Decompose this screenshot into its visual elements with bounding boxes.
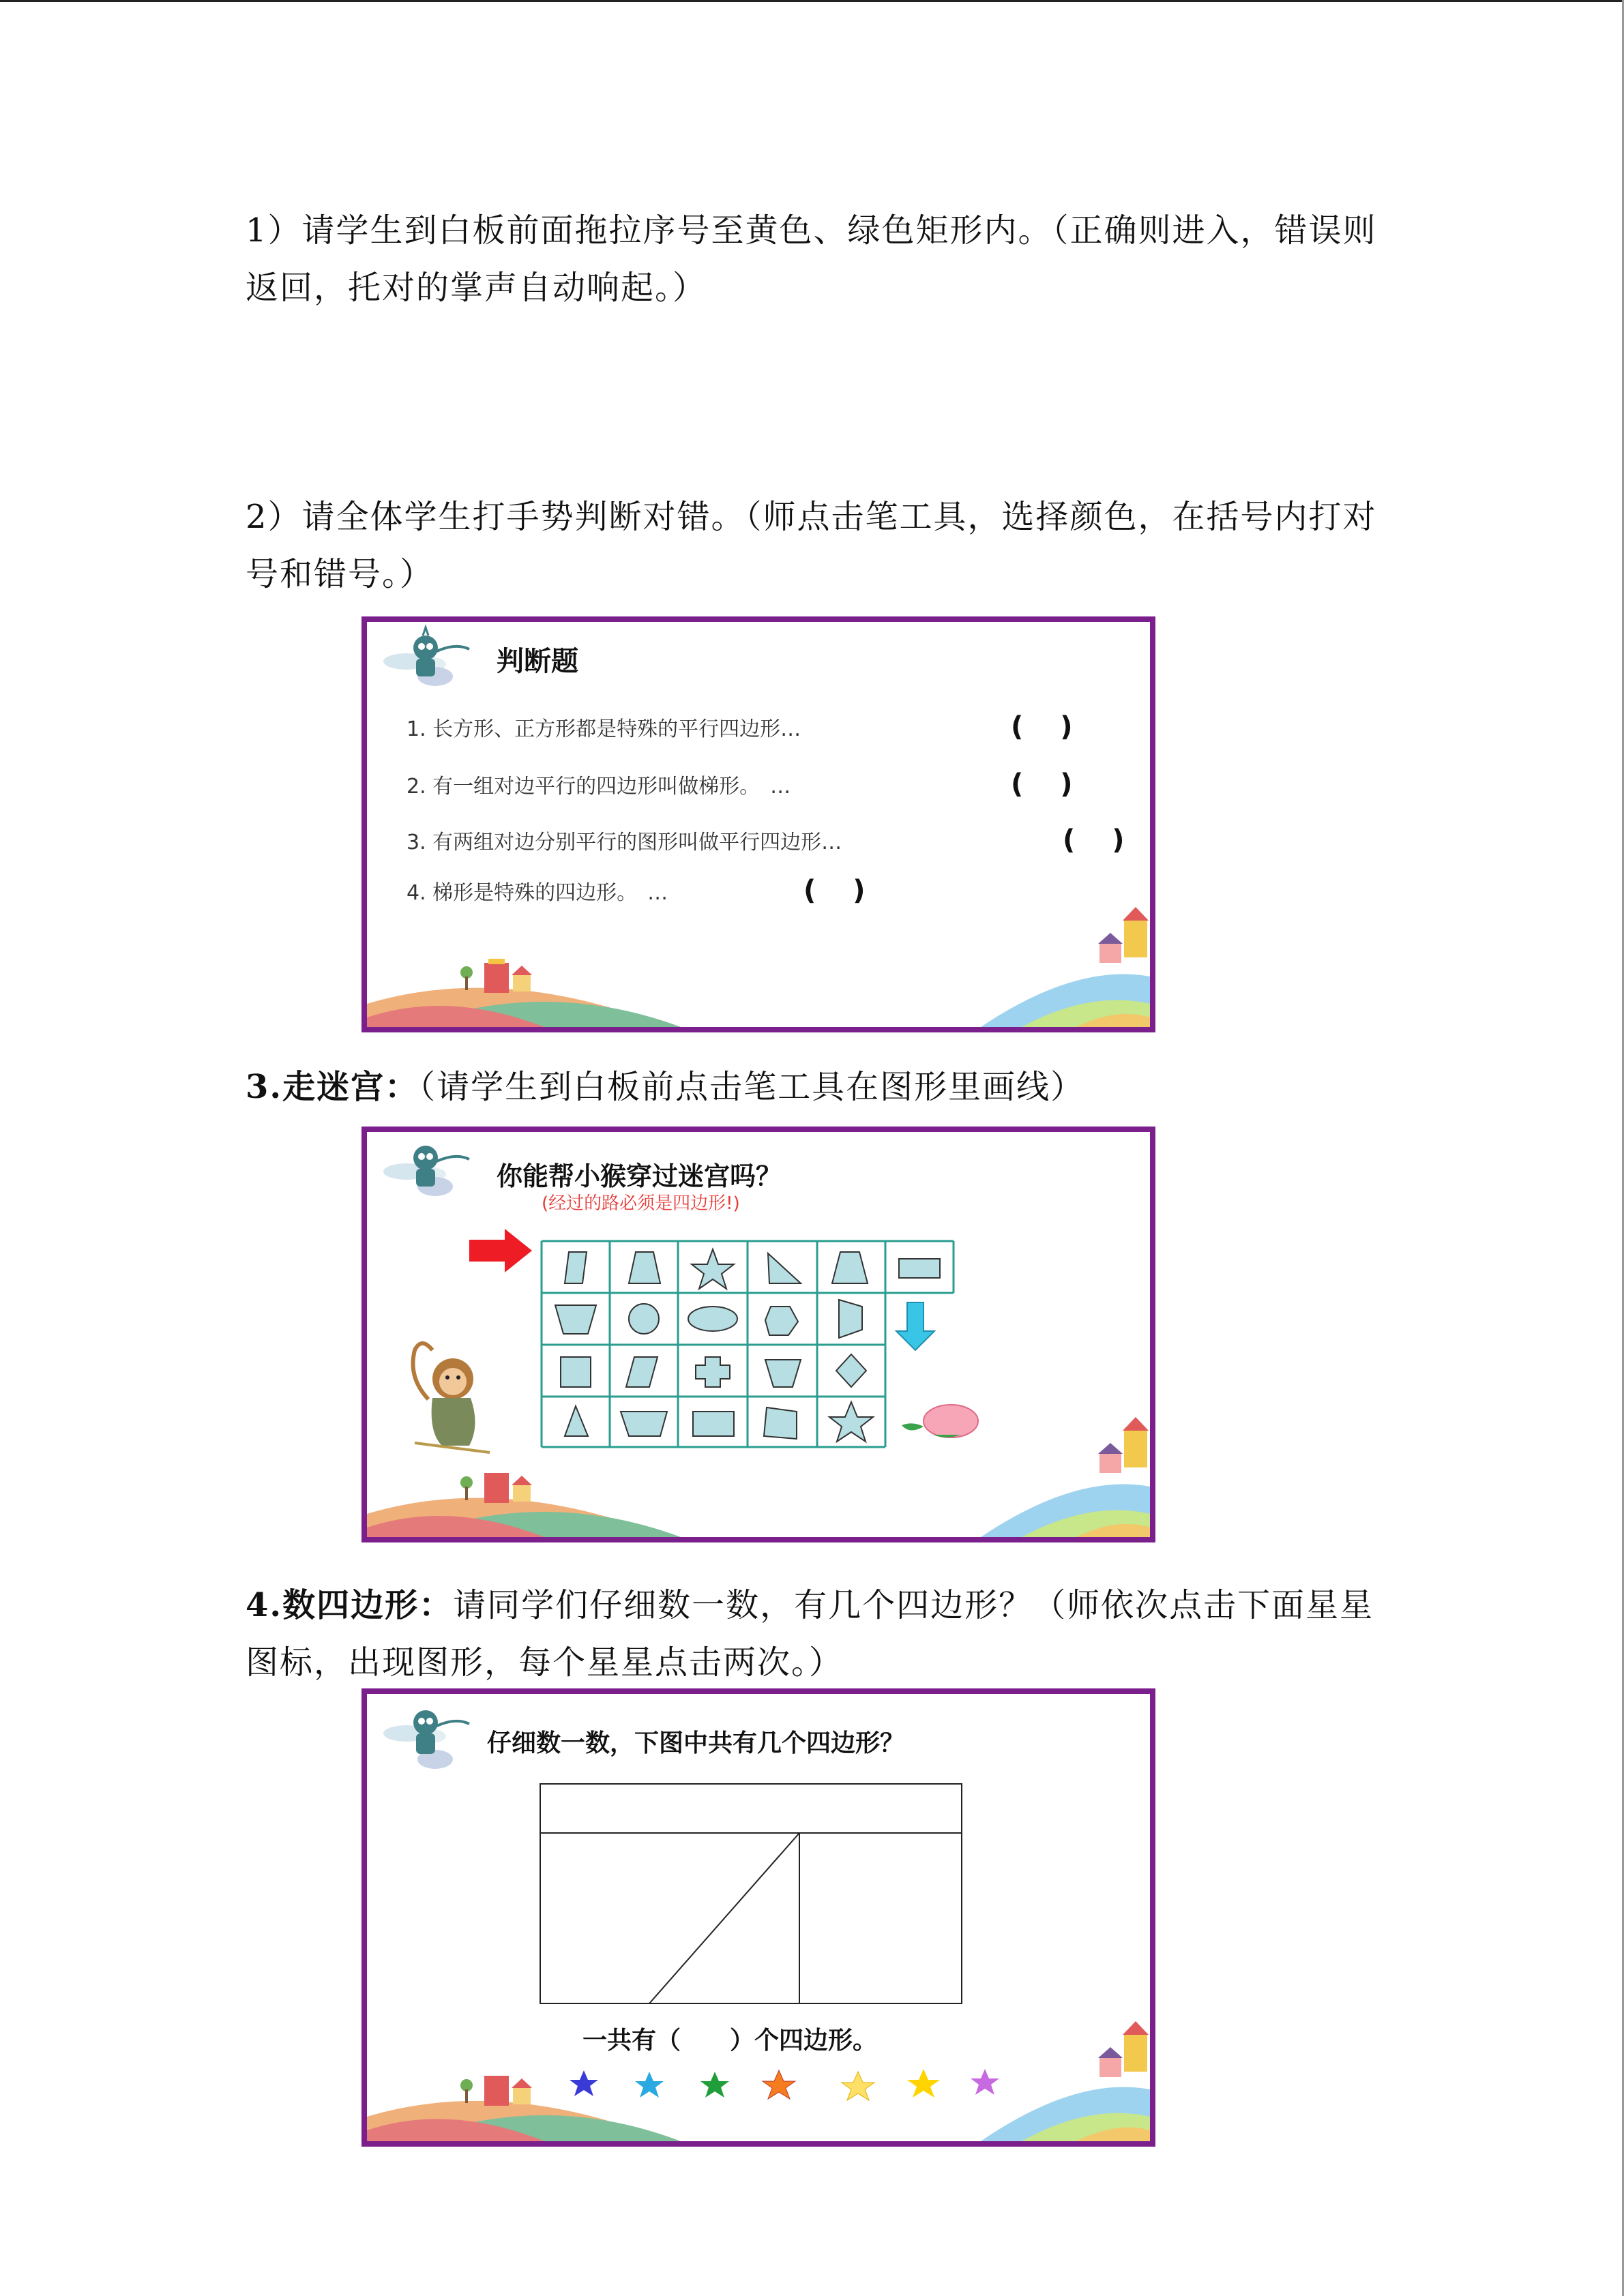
slide-maze bbox=[361, 1127, 1155, 1542]
section-4-heading: 4.数四边形： bbox=[246, 1586, 454, 1624]
monkey-mascot-icon bbox=[413, 627, 469, 686]
answer-bracket-2[interactable]: ( ) bbox=[1011, 769, 1073, 800]
parallelogram-shape bbox=[626, 1357, 658, 1387]
monkey-character-icon bbox=[413, 1343, 490, 1452]
count-slide-graphics bbox=[367, 1694, 1150, 2141]
trapezoid-shape bbox=[621, 1412, 667, 1436]
star-icon[interactable] bbox=[763, 2070, 795, 2099]
question-1: 1. 长方形、正方形都是特殊的平行四边形… bbox=[407, 717, 801, 741]
slide-title: 你能帮小猴穿过迷宫吗？ bbox=[497, 1161, 782, 1191]
right-triangle-shape bbox=[768, 1253, 801, 1283]
question-3: 3. 有两组对边分别平行的图形叫做平行四边形… bbox=[407, 831, 842, 854]
answer-bracket-4[interactable]: ( ) bbox=[803, 875, 866, 906]
star-icon[interactable] bbox=[842, 2072, 874, 2100]
trapezoid-shape bbox=[629, 1252, 660, 1283]
slide-subtitle: (经过的路必须是四边形!) bbox=[542, 1193, 740, 1214]
section-3 bbox=[246, 1058, 1391, 1116]
section-4 bbox=[246, 1577, 1391, 1691]
rhombus-shape bbox=[836, 1354, 866, 1387]
star-icon[interactable] bbox=[570, 2070, 598, 2096]
quadrilateral-shape bbox=[764, 1407, 797, 1439]
section-3-heading: 3.走迷宫： bbox=[246, 1068, 419, 1106]
star-buttons[interactable] bbox=[570, 2069, 999, 2100]
slide-title: 判断题 bbox=[497, 646, 578, 677]
answer-prompt: 一共有（ ）个四边形。 bbox=[582, 2027, 878, 2055]
parallelogram-shape bbox=[565, 1252, 587, 1283]
star-icon[interactable] bbox=[635, 2072, 664, 2098]
slide-judgement bbox=[361, 616, 1155, 1032]
answer-bracket-3[interactable]: ( ) bbox=[1063, 824, 1125, 856]
down-arrow-icon bbox=[896, 1302, 934, 1350]
page-top-border bbox=[0, 0, 1624, 2]
maze-slide-graphics bbox=[367, 1132, 1150, 1537]
instruction-1: 1）请学生到白板前面拖拉序号至黄色、绿色矩形内。（正确则进入，错误则返回，托对的掌声自动响起。） bbox=[246, 211, 1377, 307]
rectangle-shape bbox=[899, 1259, 940, 1278]
pentagon-shape bbox=[765, 1307, 798, 1335]
square-shape bbox=[561, 1357, 591, 1387]
trapezoid-shape bbox=[839, 1300, 862, 1338]
trapezoid-shape bbox=[832, 1252, 868, 1283]
star-icon[interactable] bbox=[907, 2069, 940, 2098]
cross-shape bbox=[696, 1357, 730, 1387]
quadrilateral-figure bbox=[540, 1784, 962, 2003]
circle-shape bbox=[629, 1304, 659, 1334]
maze-grid bbox=[542, 1241, 954, 1447]
star-shape bbox=[692, 1249, 734, 1289]
landscape-decoration bbox=[367, 1417, 1150, 1537]
start-arrow-icon bbox=[469, 1229, 532, 1272]
question-2: 2. 有一组对边平行的四边形叫做梯形。 … bbox=[407, 775, 791, 799]
section-3-text: （请学生到白板前点击笔工具在图形里画线） bbox=[419, 1068, 1085, 1106]
house-icon bbox=[460, 907, 1149, 993]
question-4: 4. 梯形是特殊的四边形。 … bbox=[407, 881, 668, 905]
rectangle-shape bbox=[693, 1412, 734, 1436]
instruction-2: 2）请全体学生打手势判断对错。（师点击笔工具，选择颜色，在括号内打对号和错号。） bbox=[246, 498, 1377, 593]
triangle-shape bbox=[565, 1406, 588, 1436]
section-4-text: 请同学们仔细数一数，有几个四边形？（师依次点击下面星星图标，出现图形，每个星星点击两次。） bbox=[246, 1586, 1374, 1682]
star-icon[interactable] bbox=[700, 2072, 729, 2098]
trapezoid-shape bbox=[765, 1360, 801, 1387]
trapezoid-shape bbox=[555, 1305, 596, 1334]
star-shape bbox=[829, 1402, 873, 1442]
slide-decoration bbox=[367, 622, 1150, 1027]
slide-count-quadrilaterals bbox=[361, 1688, 1155, 2147]
ellipse-shape bbox=[688, 1307, 737, 1331]
answer-bracket-1[interactable]: ( ) bbox=[1011, 711, 1073, 743]
star-icon[interactable] bbox=[971, 2069, 999, 2095]
peach-icon bbox=[902, 1405, 978, 1437]
slide-title: 仔细数一数，下图中共有几个四边形？ bbox=[487, 1729, 905, 1757]
